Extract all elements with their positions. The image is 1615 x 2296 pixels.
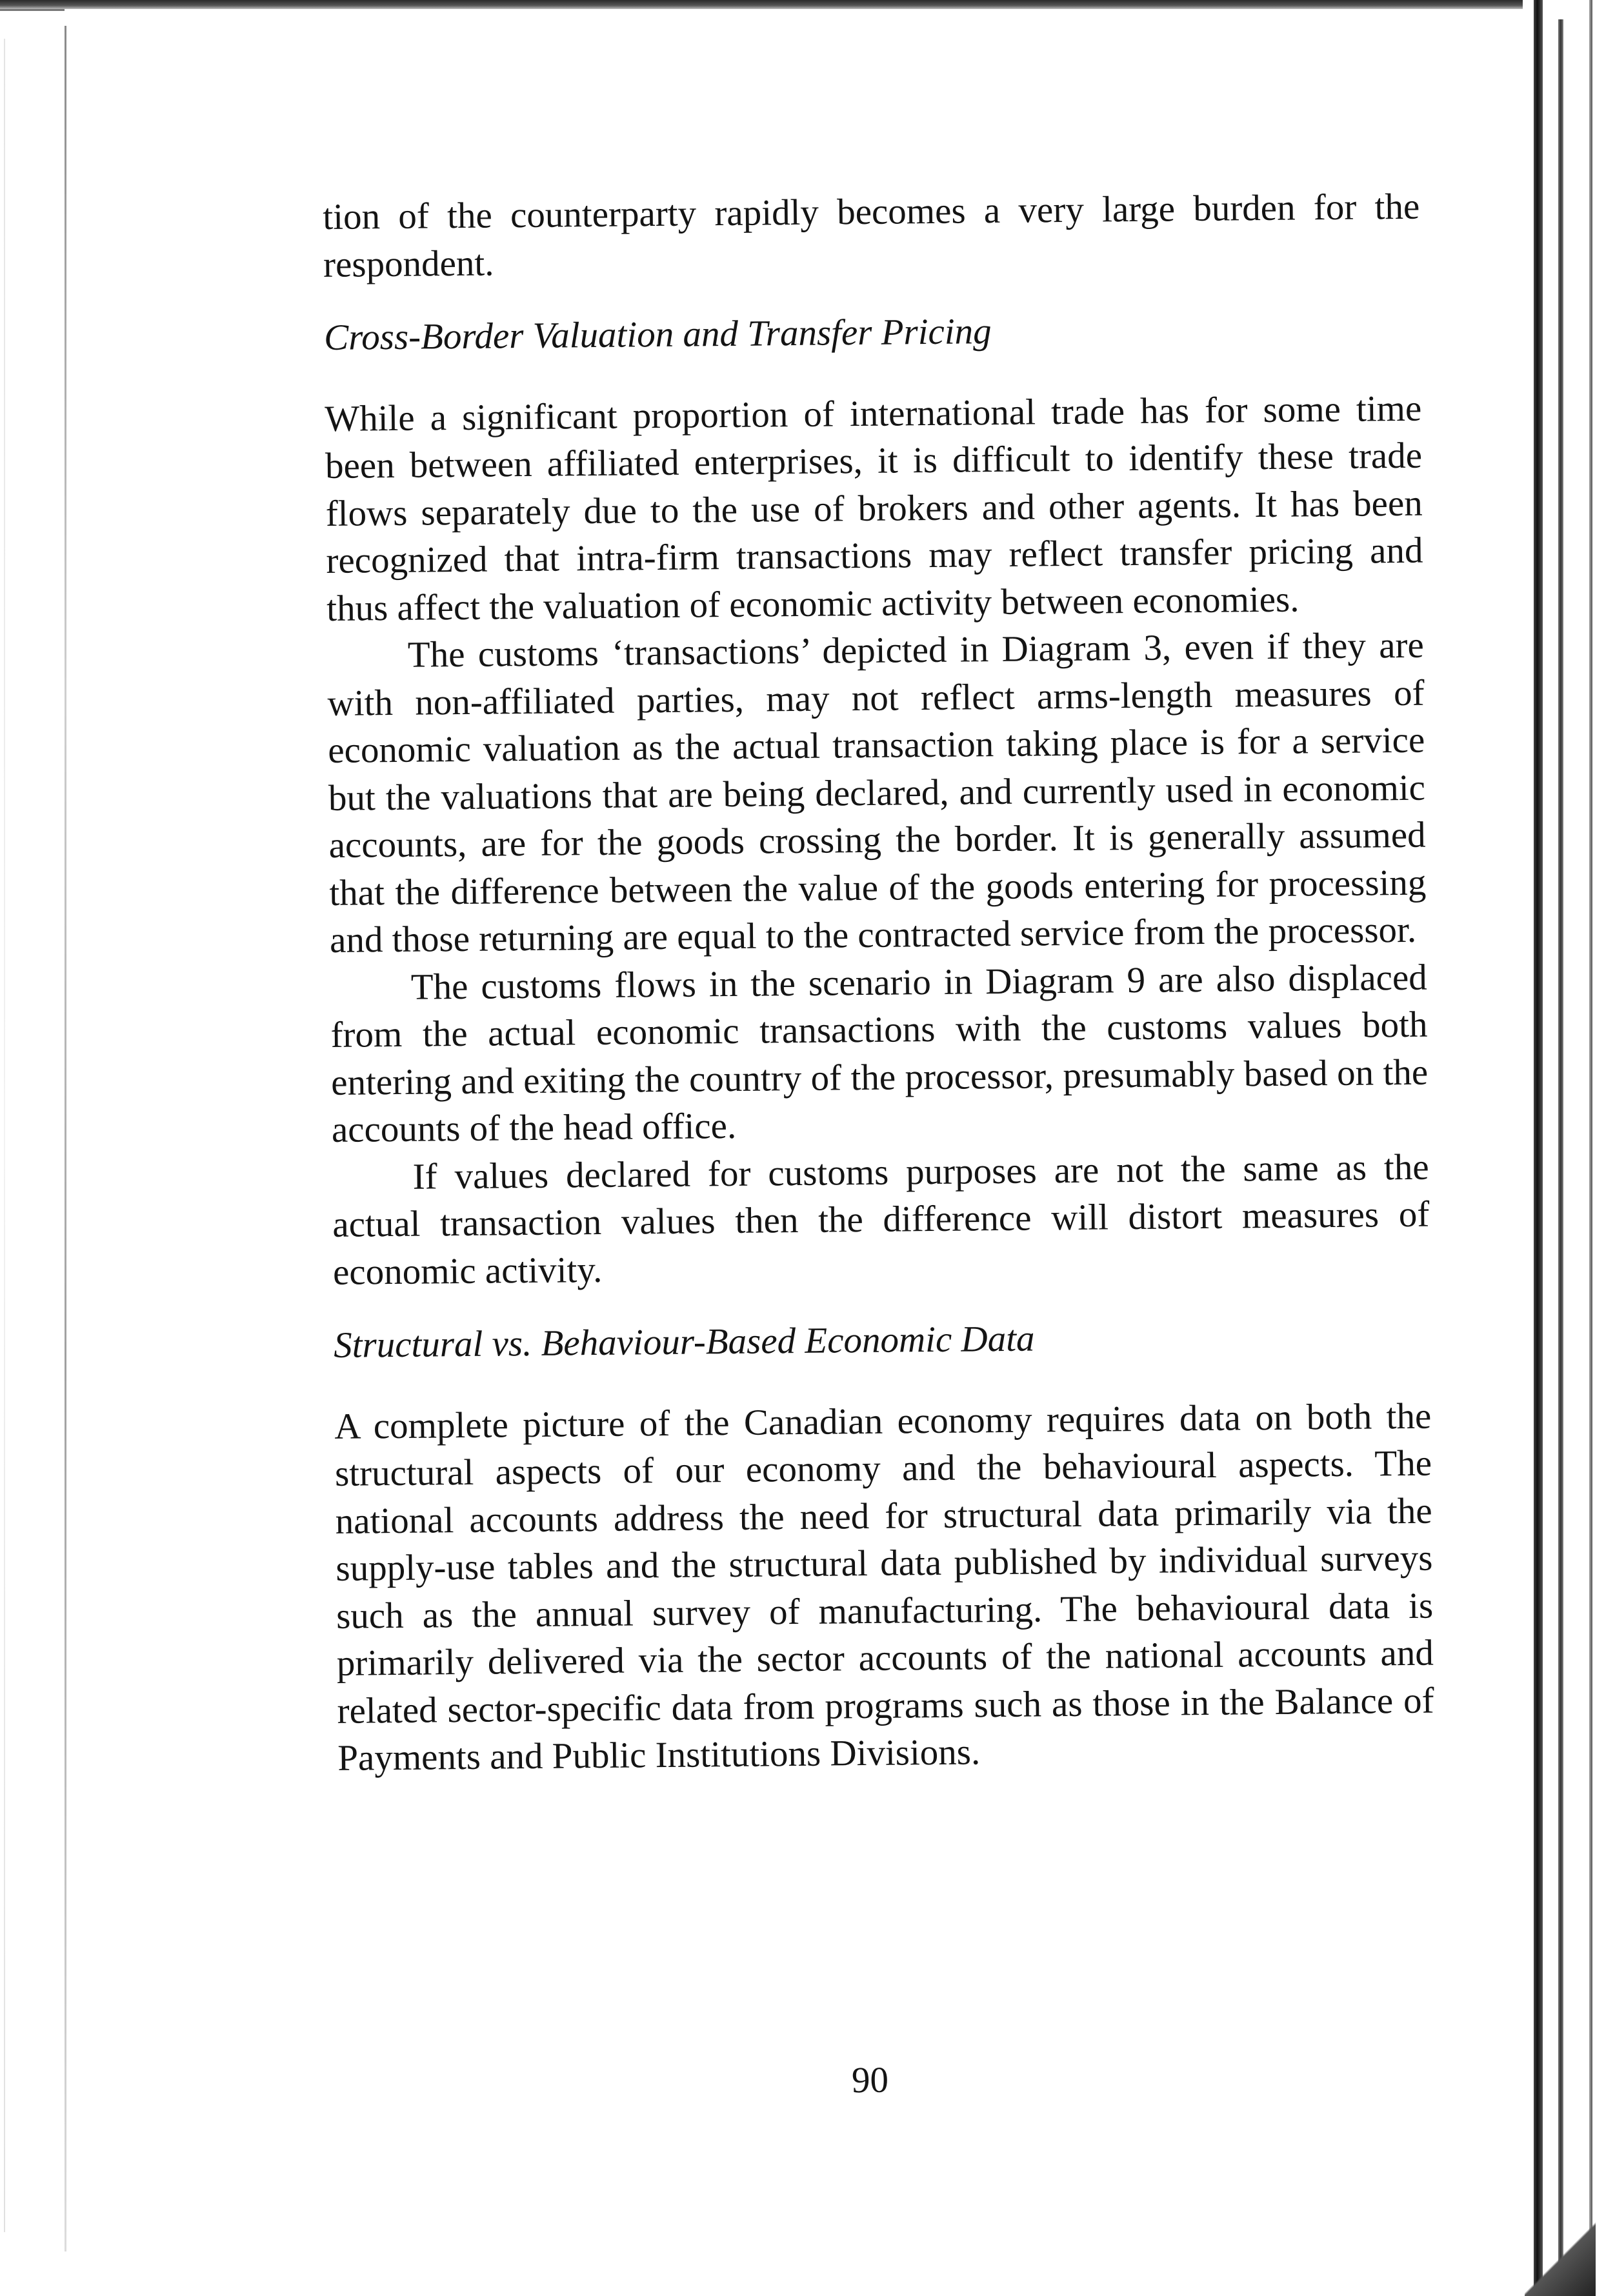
binding-line-edge [1589,0,1592,2296]
page-body [323,183,1435,1782]
section-heading-cross-border: Cross-Border Valuation and Transfer Pricing [323,311,992,358]
scan-left-edge [4,39,5,2232]
scan-right-binding [1525,0,1615,2296]
binding-line-inner [1558,19,1563,2290]
scan-left-gutter [65,26,66,2251]
binding-line-outer [1534,0,1543,2296]
page-number: 90 [851,2059,889,2101]
paragraph: If values declared for customs purposes are not the same as the actual transaction values then the difference will distort measures of economic activity. [332,1146,1430,1293]
paragraph: The customs flows in the scenario in Diagram 9 are also displaced from the actual economic transactions with the customs values both entering and exiting the country of the processor, presumably based on the accounts of the head office. [330,957,1429,1150]
section-heading-structural: Structural vs. Behaviour-Based Economic Data [333,1318,1035,1366]
paragraph: The customs ‘transactions’ depicted in Diagram 3, even if they are with non-affiliated parties, may not reflect arms-length measures of economic valuation as the actual transaction taking place is for a service but the valuations that are being declared, and currently used in economic accounts, are for the goods crossing the border. It is generally assumed that the difference between the value of the goods entering for processing and those returning are equal to the contracted service from the processor. [327,624,1427,961]
paragraph-continued: tion of the counterparty rapidly becomes a very large burden for the respondent. [323,186,1420,285]
scan-bottom-corner [1525,2219,1596,2296]
scan-top-corner [0,9,65,37]
paragraph: A complete picture of the Canadian economy requires data on both the structural aspects of our economy and the behavioural aspects. The national accounts address the need for structural data primarily via the supply-use tables and the structural data published by individual surveys such as the annual survey of manufacturing. The behavioural data is primarily delivered via the sector accounts of the national accounts and related sector-specific data from programs such as those in the Balance of Payments and Public Institutions Divisions. [334,1395,1434,1779]
scan-top-edge [0,0,1523,9]
paragraph: While a significant proportion of international trade has for some time been between affiliated enterprises, it is difficult to identify these trade flows separately due to the use of brokers and other agents. It has been recognized that intra-firm transactions may reflect transfer pricing and thus affect the valuation of economic activity between economies. [325,388,1423,629]
